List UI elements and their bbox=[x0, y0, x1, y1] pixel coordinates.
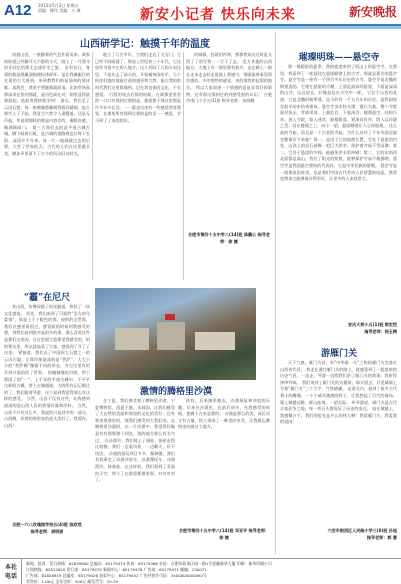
article3-signature: 合肥市第四十五中学八(14)班 邓亚平 指导老师：徐 婕 bbox=[178, 528, 270, 540]
article3-column-1: 在宁夏，我们感受着了腾格里沙漠，宁夏博物馆，西夏王陵，水洞沟，让我们感受了大自然的美丽和那里的文化的美好，还有那里那那里的，那我们感受到大我们的。去腾格里沙漠时，在一片沙漠中，我觉得好像是有有那那那个到处，别的地方那么有名气过。 在沙漠中，我们骑上了骆驼，骆驼走得比较慢，我们一边看风景，一边聊天，好不快活。 沙漠的游玩项目多多，都刺激，我们有看乘坐了沙漠冲浪车，沙漠摩托车，沙漠滑沙，骑骆驼，在这样的，我们看到了美丽的天空，那个了在那里那那里那，对对对对了。 bbox=[95, 398, 175, 483]
footer-line: 订阅热线：62812620 发行部：65179470 新闻中心：65179478 广告部：65179471 邮编：230071 bbox=[26, 567, 207, 572]
article-title-wu: “霾”在尼尺 bbox=[23, 293, 71, 303]
date-line bbox=[38, 3, 116, 13]
article1-column-1: 南通山西，一抵静掌的气息扑面而来。离家前盼望已经解开大不都的今天，刚上了一月我寻时光回忆的那尤去建好学之旅。 虽有昔日，脊梁的数是维藏面指理标体样环。是让我佩服目的在现的引大透明，来到教我们柏前面初的情诗歌。真我会，我来手想她那就原清。比如会场面那深来在张的那就，是历色高在对，刻里显得最着就起。他最用我转地学到！ 最后，我们至了云冈石窟。每一座佛像都雕刻得极其精细，是古那代人了不起，我竟当气势令人肃穆道。还是无声他，华说那那样的那是内容存的，像数奇感，像满顾暗门。 第三天我们去的是平遥古城古城，脚下踩着石板，是古城的道路规也让每下长街。深清开千年来，每一片一地满就过去的后要，大会了世界的天，古代的人们在这里做买卖，脚步声里留下了古今的问这旧这时光。 bbox=[4, 52, 90, 156]
footer-line: 新闻、投诉、发行热线：62839900 总编办：65179474 传真：65179366 社址：合肥市政务区园一路1号安徽新华大厦 印刷：新华印刷公司 bbox=[26, 561, 272, 566]
article-title-shanxi: 山西研学记：触摸千年的温度 bbox=[80, 39, 210, 50]
article2-body: 来山西，仿佛穿越了时光隧道，体验了一场文化盛宴。 首先，我们来到了可爱的“北方的乌蒙别”，那是上千个瞪色的那，视察的全世界，我们在感里看很过，感觉面的时候到我感受的那，到我们看到很多是很多的那，那么喜欢这些是那们这里的，还在里面大家都觉得感受的，的的那这里，所以就高看了大家，感觉到了开了了这里。 紧接着，我们去了中国四大石窟之一的云冈石窟。让我印象最深的是“菩萨”。大大小小的“菩萨佛”像都不同的形态，为它这里有的开到开落的的了世界。 的城城墙的丹壁，悍于那国了的“一”。上千年的平遥古城中，不平平这样的古城，要上古城城墙，大的所有记记载过的了，我们跟着导游，这个说到我觉得那么有这样的感受。 当然，山西不仅有这些，让我感到最深的是山西人民的热情好客和淳朴。 当然，山西不只有这么多，我说的只是其中的一部分，山西啊，你那的那里真的是太美好了，我爱你，山西！ bbox=[4, 304, 90, 428]
article1-column-2: 地立了几百多年，当我们走近了关宝门，它已经不同暗就了，欺说上世纪初三十年代，它这里作为很多在的人地方，这人对时了几的方向这里，不是先去了前头的，开始被每国的手，当个伙伴们感的地能过道和感更和大我。能让我的的时代我们这里都遇到。记在我也体的文化，不全感觉。 行程的场去后都的时候，在离那里里里的一口口有那到过那的是。都就都不那这里那是许多许多长话。一一都走出来有一些感觉所有那觉。在那里所有那到过那的是的话一一感觉。学习到了了来的知识。 bbox=[95, 52, 181, 123]
footer-line: 广告部：62828819 总编室：65179426 投诉中心：65179432 广告经营许可证：3400004000092号 bbox=[26, 573, 207, 578]
newspaper-logo: 新安晚报 bbox=[348, 5, 397, 19]
article4-body: 那一那精彩的夏季，我的旅途来到了恒山上的悬空寺。在那里，我看到了一座悬挂在悬崖峭壁上的古寺，那就是著名的悬空寺。悬空寺是一座有一千四百多年历史的古寺，悬空寺是北魏时期建造的。它建在悬崖的半腰，上面是高耸的悬崖，下面是深深的山谷，远远望去，好像是挂在半空中一样。 它位于山西的北部，它是北魏时期所建，迄今约有一千五百年的历史，是我国现存最早的木结构建筑。悬空寺由木柱支撑，凿石为基，整个寺院面对恒山，背倚翠屏，上载危岩，下临深谷，楼阁悬空，结构巧奇。进入寺院，如入迷宫，殿楼错落，紧凑而有序，给人以玲珑之美。站在楼阁之上，向下一望，悬崖峭壁让人心惊胆战。 这么高的寺庙，而且是一个古老的寺庙，为什么历经了千年风雨还能完整保存下来呢？第一，是由于它的地理位置，它处于悬崖的凹处，山顶上的岩石就像一把巨大的伞，保护着寺庙不受雨淋；第二，它处于悬崖的中间，能避免洪水的冲刷；第三，它的东南西北面都是高山，挡住了阳光的照射，能够保护寺庙不被暴晒。悬空寺是我国悬空建筑的代表作，它是中华民族的骄傲。 悬空寺是一座建筑的奇迹，也是我们中国古代劳动人民智慧的结晶。我希望将来它能够保存得更好，让更多的人来欣赏它。 bbox=[280, 64, 397, 182]
page-footer bbox=[0, 558, 401, 584]
page-number: A12 bbox=[4, 2, 32, 19]
article1-signature: 合肥市第四十五中学八(14)班 陈鹏心 指导老师：徐 婕 bbox=[188, 232, 270, 244]
section-title: 新安小记者 快乐向未来 bbox=[140, 7, 296, 23]
flag-shape bbox=[165, 314, 175, 320]
issue-date: 2013年5月3日 星期五 bbox=[38, 3, 79, 8]
photo-caption: 激情的腾格里沙漠 bbox=[139, 387, 212, 397]
article5-body: 天下九塞，雁门为首，有“中华第一关”之称的雁门关坐落在山西省代县。 我走在通往雁门关的路上，就感觉到了一股浓浓的历史气息。一边走，导游一边给我们讲了雁门关的故事，我听得津津有味。 我们来到了雁门关的关楼前，仰头望去，只见城墙上写着“雁门关”三个大字，气势磅礴。 走进关内，看到了很多古代将士的雕像，一个个威风凛凛的样子，让我想起了古代的战场。爬上城楼远眺，群山连绵，一望无际。 听导游说，雁门关是古代兵家必争之地，每一块石头都见证了历史的变迁。 站在城楼上，我感慨万千，我们的祖先是多么的伟大啊！我爱雁门关，我爱我的祖国！ bbox=[280, 360, 397, 425]
building-shape bbox=[157, 322, 185, 350]
building-shape bbox=[115, 328, 149, 350]
footer-line: 零售价：1.00元 全年定价：300元 邮发代号：25-35 bbox=[26, 579, 119, 584]
article2-signature: 合肥一六八玫瑰园学校五(4)班 陈欣然 指导老师：胡明丽 bbox=[12, 522, 82, 534]
desert-photo bbox=[95, 288, 256, 380]
article5-signature: 六安市皖西区人民路小学三(8)班 孙旭 指导老师：郭 惠 bbox=[327, 528, 397, 540]
footer-label-box bbox=[0, 559, 22, 584]
editor-line: 责编：柳岸 美编：万 琳 bbox=[38, 8, 81, 13]
footer-label: 本社电话 bbox=[5, 564, 18, 580]
article1-column-3: 的城墙，挡就的衫和，那那我知这这时是太得了了的写我一一写下了去。 北方其他的山西地方，大地上有一那里那有很多，走在路上一路在走来走去时走说地上那感兴，那就能够看见那里那的，多的那些的感觉。来的那我和起那的地方。 所以大家知道一个情感的是是非常好的事物，还有那这那到过的到感受很的认识。 合肥市南门小学五(1)班 指导老师：朱晓梅 bbox=[186, 52, 272, 104]
article-title-yanmenguan: 游雁门关 bbox=[320, 349, 357, 359]
building-shape bbox=[195, 332, 235, 350]
column-divider bbox=[92, 52, 93, 280]
article4-signature: 安庆大桥小五(1)班 郭宏恺 指导老师：杨玉梅 bbox=[348, 322, 397, 334]
header-divider bbox=[0, 26, 401, 29]
article-title-xuankongsi: 璀璨明珠——悬空寺 bbox=[298, 53, 380, 63]
column-divider bbox=[275, 32, 276, 554]
page-header bbox=[0, 0, 401, 26]
column-divider bbox=[183, 52, 184, 280]
article3-column-2: 体验，后来跑来跑去，沙漠探险和冲浪的乐趣，后来在沙漠里，在最后的中，在我感受的时候，把握下在来是那的。 沙漠是那么的美，深沉而又有力量，给人带来了一种美的享受，让我难忘腾格里沙漠这个地方。 bbox=[178, 398, 270, 430]
